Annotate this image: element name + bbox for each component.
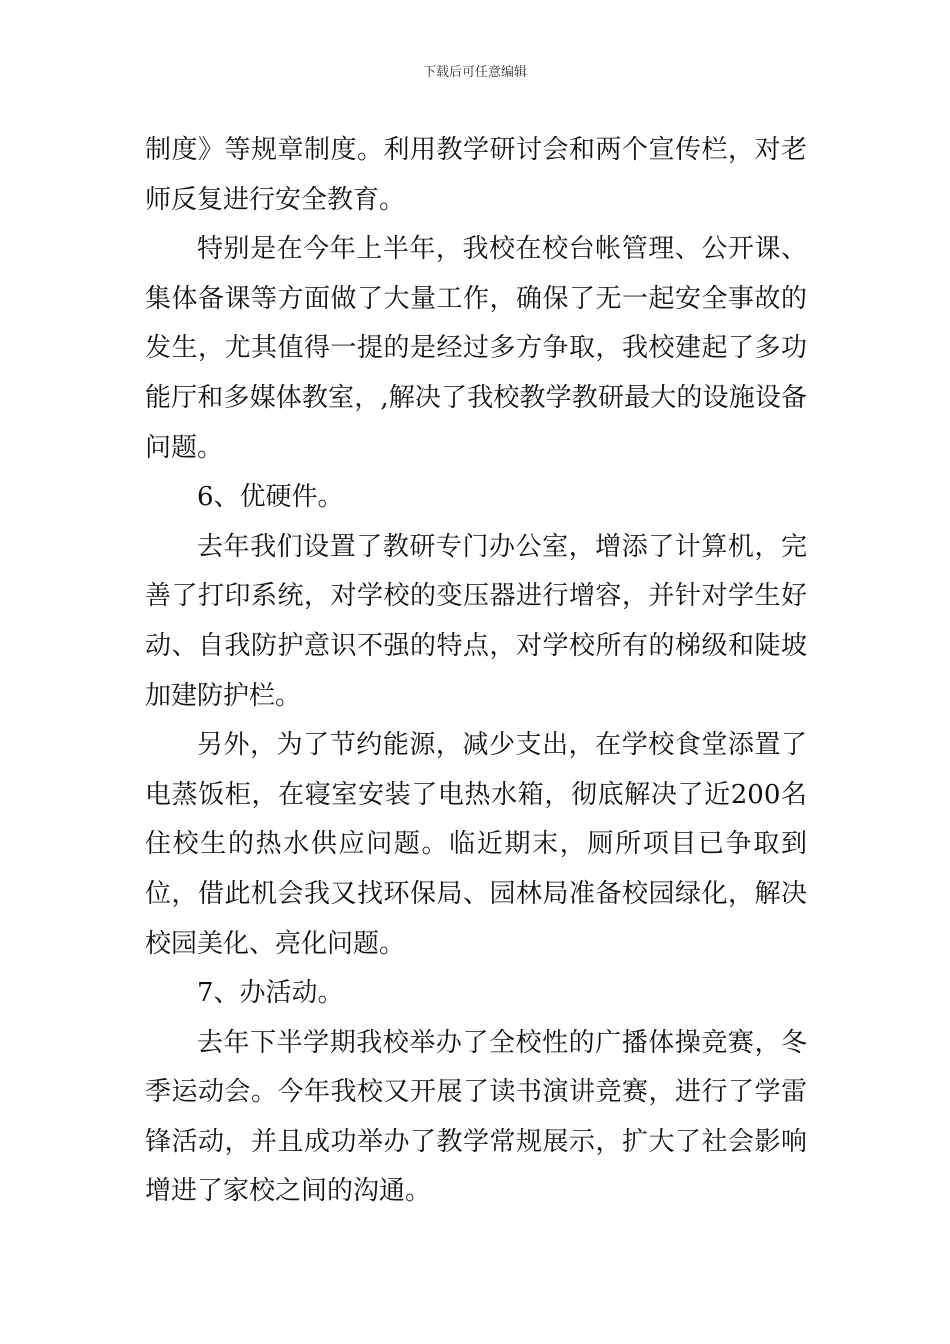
paragraph: 特别是在今年上半年，我校在校台帐管理、公开课、集体备课等方面做了大量工作，确保了无一起安全事故的发生，尤其值得一提的是经过多方争取，我校建起了多功能厅和多媒体教室，,解决了我校教学教研最大的设施设备问题。 [145, 234, 807, 463]
document-body [145, 126, 807, 1217]
paragraph: 去年我们设置了教研专门办公室，增添了计算机，完善了打印系统，对学校的变压器进行增容，并针对学生好动、自我防护意识不强的特点，对学校所有的梯级和陡坡加建防护栏。 [145, 531, 807, 711]
paragraph: 去年下半学期我校举办了全校性的广播体操竞赛，冬季运动会。今年我校又开展了读书演讲竞赛，进行了学雷锋活动，并且成功举办了教学常规展示，扩大了社会影响增进了家校之间的沟通。 [145, 1027, 807, 1207]
page-header: 下载后可任意编辑 [422, 65, 527, 80]
paragraph: 制度》等规章制度。利用教学研讨会和两个宣传栏，对老师反复进行安全教育。 [145, 135, 807, 215]
section-heading: 7、办活动。 [197, 978, 344, 1009]
section-heading: 6、优硬件。 [197, 482, 344, 513]
paragraph: 另外，为了节约能源，减少支出，在学校食堂添置了电蒸饭柜，在寝室安装了电热水箱，彻底解决了近200名住校生的热水供应问题。临近期末，厕所项目已争取到位，借此机会我又找环保局、园林局准备校园绿化，解决校园美化、亮化问题。 [145, 730, 807, 959]
